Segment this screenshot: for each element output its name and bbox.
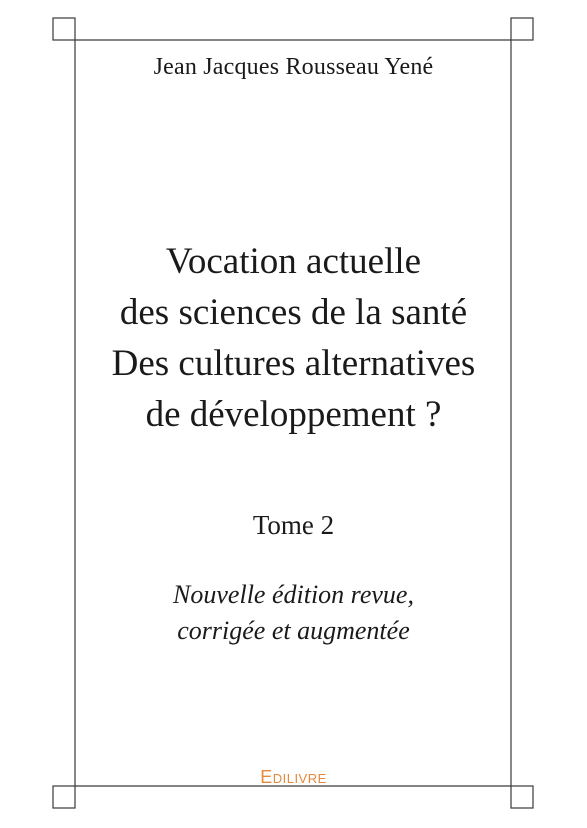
edition-note	[0, 577, 587, 649]
publisher-logo	[0, 767, 587, 788]
title-line-2: des sciences de la santé	[119, 292, 468, 333]
title-line-3: Des cultures alternatives	[111, 343, 476, 384]
edition-line-2: corrigée et augmentée	[177, 616, 410, 645]
volume-label: Tome 2	[252, 510, 335, 540]
author-name: Jean Jacques Rousseau Yené	[153, 54, 434, 80]
book-title	[0, 236, 587, 440]
corner-square-bottom-left	[53, 786, 75, 808]
title-line-4: de développement ?	[145, 394, 442, 435]
corner-square-bottom-right	[511, 786, 533, 808]
title-line-1: Vocation actuelle	[165, 241, 422, 282]
corner-square-top-left	[53, 18, 75, 40]
corner-square-top-right	[511, 18, 533, 40]
edition-line-1: Nouvelle édition revue,	[173, 580, 414, 609]
publisher-name: Edilivre	[260, 767, 327, 787]
